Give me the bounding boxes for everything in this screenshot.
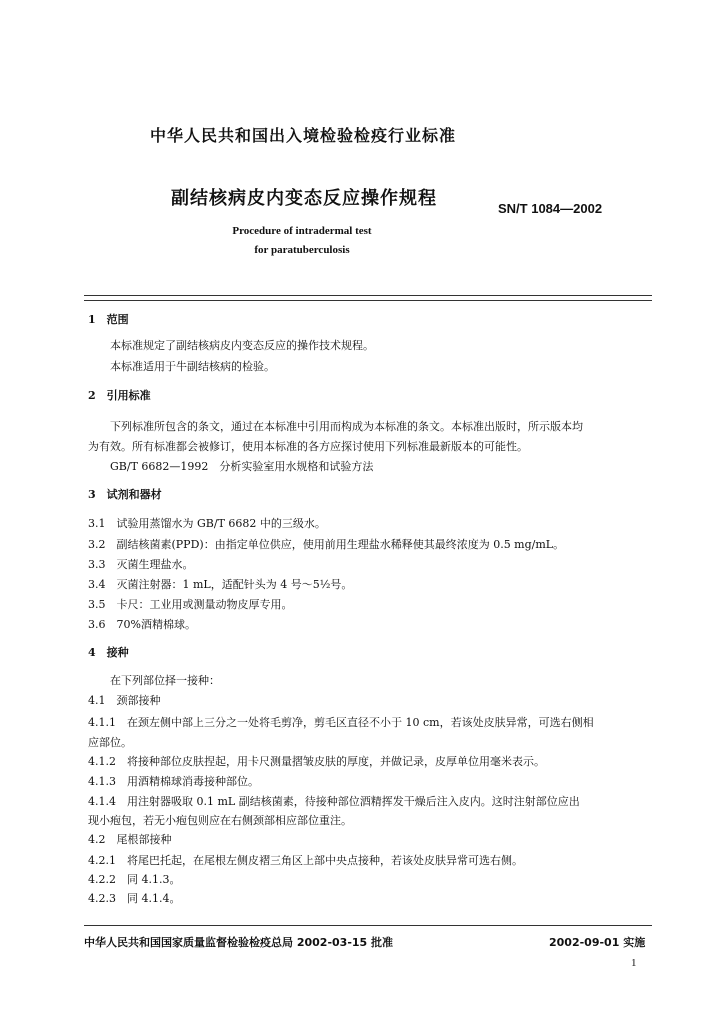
footer-rule	[84, 925, 652, 926]
section-4-heading: 4 接种	[88, 646, 129, 659]
section-2-reference: GB/T 6682—1992 分析实验室用水规格和试验方法	[110, 460, 374, 473]
standard-code: SN/T 1084—2002	[498, 201, 603, 216]
standard-body-header: 中华人民共和国出入境检验检疫行业标准	[150, 126, 457, 145]
approval-statement: 中华人民共和国国家质量监督检验检疫总局 2002-03-15 批准	[84, 936, 394, 949]
section-3-2: 3.2 副结核菌素(PPD)：由指定单位供应，使用前用生理盐水稀释使其最终浓度为 0.5 mg/mL。	[88, 538, 565, 551]
section-4-1-4a: 4.1.4 用注射器吸取 0.1 mL 副结核菌素，待接种部位酒精挥发干燥后注入皮内。这时注射部位应出	[88, 795, 580, 808]
page-number: 1	[631, 957, 637, 969]
section-4-2-3: 4.2.3 同 4.1.4。	[88, 892, 181, 905]
section-4-1-1a: 4.1.1 在颈左侧中部上三分之一处将毛剪净，剪毛区直径不小于 10 cm，若该处皮肤异常，可选右侧相	[88, 716, 594, 729]
document-title-cn: 副结核病皮内变态反应操作规程	[171, 188, 437, 209]
document-title-en-line2: for paratuberculosis	[254, 244, 350, 256]
section-4-1: 4.1 颈部接种	[88, 694, 161, 707]
section-3-4: 3.4 灭菌注射器：1 mL，适配针头为 4 号～5½号。	[88, 578, 353, 591]
section-4-2-2: 4.2.2 同 4.1.3。	[88, 873, 181, 886]
section-3-heading: 3 试剂和器材	[88, 488, 162, 501]
header-rule-top	[84, 295, 652, 296]
section-4-1-4b: 现小疱包，若无小疱包则应在右侧颈部相应部位重注。	[88, 814, 352, 827]
section-4-intro: 在下列部位择一接种：	[110, 674, 220, 687]
document-title-en-line1: Procedure of intradermal test	[232, 225, 372, 237]
section-4-1-2: 4.1.2 将接种部位皮肤捏起，用卡尺测量摺皱皮肤的厚度，并做记录，皮厚单位用毫米表示。	[88, 755, 545, 768]
section-3-5: 3.5 卡尺：工业用或测量动物皮厚专用。	[88, 598, 293, 611]
section-3-3: 3.3 灭菌生理盐水。	[88, 558, 194, 571]
section-2-para-1b: 为有效。所有标准都会被修订，使用本标准的各方应探讨使用下列标准最新版本的可能性。	[88, 440, 528, 453]
section-1-para-2: 本标准适用于牛副结核病的检验。	[110, 360, 275, 373]
section-4-1-1b: 应部位。	[88, 736, 132, 749]
section-4-2-1: 4.2.1 将尾巴托起，在尾根左侧皮褶三角区上部中央点接种，若该处皮肤异常可选右侧。	[88, 854, 523, 867]
section-3-6: 3.6 70%酒精棉球。	[88, 618, 196, 631]
section-1-para-1: 本标准规定了副结核病皮内变态反应的操作技术规程。	[110, 339, 374, 352]
section-4-2: 4.2 尾根部接种	[88, 833, 172, 846]
implementation-date: 2002-09-01 实施	[549, 936, 646, 949]
section-4-1-3: 4.1.3 用酒精棉球消毒接种部位。	[88, 775, 259, 788]
section-1-heading: 1 范围	[88, 313, 129, 326]
section-2-para-1a: 下列标准所包含的条文，通过在本标准中引用而构成为本标准的条文。本标准出版时，所示版本均	[110, 420, 583, 433]
header-rule-bottom	[84, 300, 652, 301]
section-3-1: 3.1 试验用蒸馏水为 GB/T 6682 中的三级水。	[88, 517, 326, 530]
section-2-heading: 2 引用标准	[88, 389, 151, 402]
